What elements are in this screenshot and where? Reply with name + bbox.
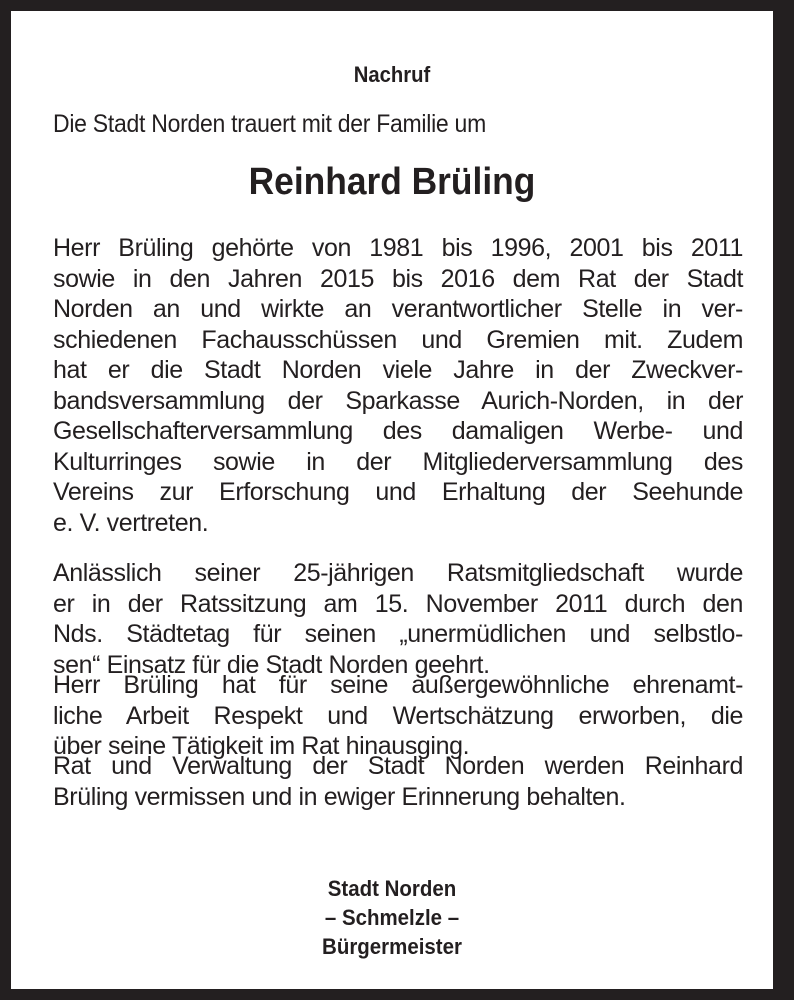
paragraph-service (53, 233, 743, 538)
text-line: Norden an und wirkte an verantwortlicher Stelle in ver- (53, 295, 743, 323)
text-line: Rat und Verwaltung der Stadt Norden werden Reinhard (53, 752, 743, 780)
text-line: Nds. Städtetag für seinen „unermüdlichen und selbstlo- (53, 620, 743, 648)
text-line: Herr Brüling gehörte von 1981 bis 1996, 2001 bis 2011 (53, 234, 743, 262)
text-line: schiedenen Fachausschüssen und Gremien mit. Zudem (53, 325, 743, 354)
text-line: Herr Brüling hat für seine außergewöhnliche ehrenamt- (53, 671, 743, 699)
text-line: e. V. vertreten. (53, 508, 209, 537)
intro-line: Die Stadt Norden trauert mit der Familie um (53, 110, 486, 138)
text-line: sen“ Einsatz für die Stadt Norden geehrt. (53, 650, 490, 679)
paragraph-respect (53, 670, 743, 762)
text-line: liche Arbeit Respekt und Wertschätzung erworben, die (53, 701, 743, 730)
text-line: er in der Ratssitzung am 15. November 2011 durch den (53, 589, 743, 618)
obituary-notice (11, 11, 773, 989)
signature-block (11, 874, 773, 961)
text-line: Vereins zur Erforschung und Erhaltung der Seehunde (53, 478, 743, 506)
text-line: bandsversammlung der Sparkasse Aurich-Norden, in der (53, 386, 743, 415)
text-line: sowie in den Jahren 2015 bis 2016 dem Rat der Stadt (53, 264, 743, 293)
text-line: Anlässlich seiner 25-jährigen Ratsmitgliedschaft wurde (53, 559, 743, 587)
signature-org: Stadt Norden (327, 876, 457, 901)
paragraph-remembrance (53, 751, 743, 812)
signature-person: – Schmelzle – (324, 905, 460, 930)
text-line: Brüling vermissen und in ewiger Erinnerung behalten. (53, 782, 626, 811)
deceased-name: Reinhard Brüling (248, 161, 536, 203)
text-line: über seine Tätigkeit im Rat hinausging. (53, 732, 470, 760)
paragraph-honor (53, 558, 743, 680)
text-line: Kulturringes sowie in der Mitgliederversammlung des (53, 447, 743, 476)
text-line: Gesellschafterversammlung des damaligen Werbe- und (53, 417, 743, 445)
signature-title: Bürgermeister (322, 934, 462, 959)
text-line: hat er die Stadt Norden viele Jahre in der Zweckver- (53, 356, 743, 384)
notice-heading: Nachruf (353, 62, 431, 87)
